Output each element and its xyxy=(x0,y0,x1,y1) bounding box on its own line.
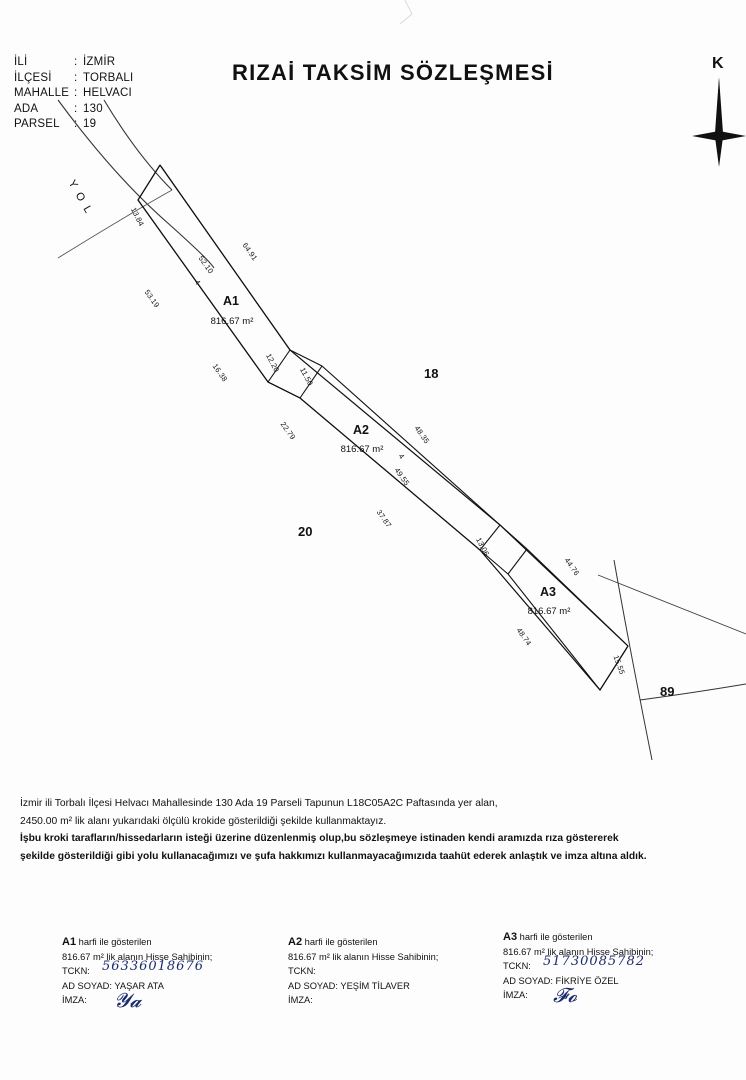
neighbour-parcel-18: 18 xyxy=(424,366,439,381)
parcel-area-a2: 816.67 m² xyxy=(340,444,384,455)
paragraph-line-2: 2450.00 m² lik alanı yukarıdaki ölçülü krokide gösterildiği şekilde kullanmaktayız. xyxy=(20,815,387,827)
info-value-ilce: TORBALI xyxy=(83,71,134,84)
parcel-label-a1: A1 xyxy=(223,294,239,308)
signature-block-a1 xyxy=(62,935,272,1012)
paragraph-line-3: İşbu kroki tarafların/hissedarların isteği üzerine düzenlenmiş olup,bu sözleşmeye istinaden kendi aramızda rıza göstererek xyxy=(20,833,619,844)
dimension-4-mid: 4 xyxy=(396,452,407,461)
dimension-48-74: 48.74 xyxy=(514,626,534,648)
dimension-16-38: 16.38 xyxy=(210,362,230,384)
info-colon: : xyxy=(74,56,78,68)
info-colon: : xyxy=(74,118,78,130)
info-value-parsel: 19 xyxy=(83,118,97,130)
info-label-parsel: PARSEL xyxy=(14,118,60,130)
signature-code-a2: A2 xyxy=(288,936,303,948)
tckn-label-a2: TCKN: xyxy=(288,966,316,976)
dimension-12-20: 12.20 xyxy=(264,352,282,374)
parcel-area-a3: 816.67 m² xyxy=(527,606,571,617)
signature-heading-rest-a1: harfi ile gösterilen xyxy=(78,937,152,947)
signature-heading-rest-a2: harfi ile gösterilen xyxy=(304,937,378,947)
signature-code-a1: A1 xyxy=(62,936,77,948)
info-label-ada: ADA xyxy=(14,102,39,115)
signature-block-a2 xyxy=(288,935,498,1008)
parcel-label-a3: A3 xyxy=(540,585,556,599)
dimension-37-87: 37.87 xyxy=(374,508,394,530)
signature-heading-rest-a3: harfi ile gösterilen xyxy=(519,932,593,942)
imza-mark-a3: 𝓕𝓸 xyxy=(553,983,578,1007)
info-value-il: İZMİR xyxy=(83,56,116,68)
info-label-ilce: İLÇESİ xyxy=(14,71,52,84)
dimension-11-50: 11.50 xyxy=(298,366,316,388)
tckn-value-a3: 51730085782 xyxy=(543,954,645,969)
dimension-49-55: 49.55 xyxy=(392,466,412,488)
signature-imza-row-a1 xyxy=(62,988,272,1012)
info-colon: : xyxy=(74,87,78,99)
dimension-52-10: 52.10 xyxy=(196,254,216,276)
tckn-label-a3: TCKN: xyxy=(503,961,531,971)
paragraph-line-1: İzmir ili Torbalı İlçesi Helvacı Mahallesinde 130 Ada 19 Parseli Tapunun L18C05A2C Paftasında yer alan, xyxy=(20,798,498,809)
parcel-label-a2: A2 xyxy=(353,423,369,437)
name-value-a3: FİKRİYE ÖZEL xyxy=(555,975,619,986)
name-label-a3: AD SOYAD: xyxy=(503,975,553,986)
info-colon: : xyxy=(74,71,78,84)
dimension-44-76: 44.76 xyxy=(562,556,582,578)
info-label-mahalle: MAHALLE xyxy=(14,87,70,99)
signature-area-a3: 816.67 m² lik alanın Hisse Sahibinin; xyxy=(503,946,654,957)
dimension-13-06: 13.06 xyxy=(474,536,492,558)
imza-label-a3: İMZA: xyxy=(503,990,528,1000)
dimension-22-79: 22.79 xyxy=(278,420,298,442)
signature-block-a3 xyxy=(503,930,713,1007)
signature-imza-row-a3 xyxy=(503,983,713,1007)
parcel-area-a1: 816.67 m² xyxy=(210,316,254,327)
north-letter: K xyxy=(712,55,724,72)
signature-imza-row-a2 xyxy=(288,993,498,1008)
dimension-13-84: 13.84 xyxy=(128,206,146,228)
page-title: RIZAİ TAKSİM SÖZLEŞMESİ xyxy=(232,60,554,85)
signature-heading-a1 xyxy=(62,935,272,950)
name-value-a2: YEŞİM TİLAVER xyxy=(340,980,410,991)
signature-name-row-a2 xyxy=(288,979,498,994)
neighbour-parcel-20: 20 xyxy=(298,524,313,539)
dimension-53-19: 53.19 xyxy=(142,288,162,310)
name-label-a1: AD SOYAD: xyxy=(62,980,112,991)
signature-heading-a2 xyxy=(288,935,498,950)
info-label-il: İLİ xyxy=(14,56,28,68)
signature-heading-a3 xyxy=(503,930,713,945)
info-value-ada: 130 xyxy=(83,102,103,115)
name-label-a2: AD SOYAD: xyxy=(288,980,338,991)
imza-mark-a1: 𝓨𝓪 xyxy=(114,988,142,1012)
signature-tckn-row-a1 xyxy=(62,959,272,979)
info-value-mahalle: HELVACI xyxy=(83,87,132,99)
signature-name-row-a3 xyxy=(503,974,713,989)
imza-label-a2: İMZA: xyxy=(288,995,313,1005)
signature-tckn-row-a2 xyxy=(288,964,498,979)
dimension-48-35: 48.35 xyxy=(412,424,432,446)
paragraph-line-4: şekilde gösterildiği gibi yolu kullanacağımızı ve şufa hakkımızı kullanmayacağımızıda taahüt ederek anlaştık ve imza altına aldık. xyxy=(20,850,647,862)
dimension-4-top: 4 xyxy=(192,278,203,287)
name-value-a1: YAŞAR ATA xyxy=(114,980,164,991)
signature-tckn-row-a3 xyxy=(503,954,713,974)
info-colon: : xyxy=(74,102,78,115)
tckn-value-a1: 56336018676 xyxy=(102,959,204,974)
dimension-64-91: 64.91 xyxy=(240,241,260,263)
signature-code-a3: A3 xyxy=(503,931,518,943)
agreement-paragraph xyxy=(20,795,720,865)
signature-area-a2: 816.67 m² lik alanın Hisse Sahibinin; xyxy=(288,951,439,962)
imza-label-a1: İMZA: xyxy=(62,995,87,1005)
signature-name-row-a1 xyxy=(62,979,272,994)
neighbour-parcel-89: 89 xyxy=(660,684,675,699)
tckn-label-a1: TCKN: xyxy=(62,966,90,976)
signature-area-a1: 816.67 m² lik alanın Hisse Sahibinin; xyxy=(62,951,213,962)
dimension-15-55: 15.55 xyxy=(611,654,627,676)
road-label: Y O L xyxy=(65,178,95,217)
